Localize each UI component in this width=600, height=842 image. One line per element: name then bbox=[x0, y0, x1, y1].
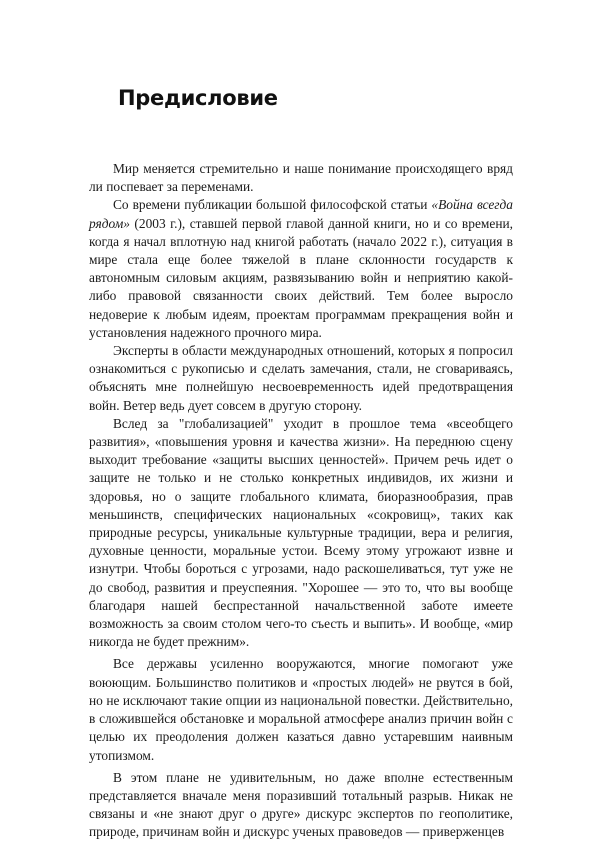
paragraph bbox=[89, 415, 513, 652]
article-title: «Война всегда рядом» bbox=[89, 197, 514, 231]
paragraph-text: Со времени публикации большой философской статьи bbox=[113, 197, 432, 213]
page-heading: Предисловие bbox=[118, 86, 278, 110]
paragraph bbox=[89, 769, 513, 842]
paragraph-text: Вслед за "глобализацией" уходит в прошлое тема «всеобщего развития», «повышения уровня и качества жизни». На переднюю сцену выходит требование «защиты высших ценностей». Причем речь идет о защите не только и не столько конкретных индивидов, их жизни и здоровья, но о защите глобального климата, биоразнообразия, прав меньшинств, специфических национальных «сокровищ», таких как природные ресурсы, уникальные культурные традиции, вера и религия, духовные ценности, моральные устои. Всему этому угрожают извне и изнутри. Чтобы бороться с угрозами, надо раскошеливаться, тут уже не до свобод, развития и преуспеяния. "Хорошее — это то, что вы вообще благодаря нашей беспрестанной начальственной заботе имеете возможность за своим столом чего-то съесть и выпить». И вообще, «мир никогда не будет прежним». bbox=[89, 415, 513, 650]
paragraph bbox=[89, 160, 513, 196]
paragraph bbox=[89, 655, 513, 764]
body-text bbox=[89, 160, 513, 842]
paragraph-text: Эксперты в области международных отношений, которых я попросил ознакомиться с рукописью и сделать замечания, стали, не сговариваясь, объяснять мне полнейшую несвоевременность идей предотвращения войн. Ветер ведь дует совсем в другую сторону. bbox=[89, 343, 513, 413]
paragraph-text: В этом плане не удивительным, но даже вполне естественным представляется вначале меня поразивший тотальный разрыв. Никак не связаны и «не знают друг о друге» дискурс экспертов по геополитике, природе, причинам войн и дискурс ученых правоведов — приверженцев bbox=[89, 769, 513, 840]
paragraph-text: Все державы усиленно вооружаются, многие помогают уже воюющим. Большинство политиков и «простых людей» не рвутся в бой, но не исключают такие опции из национальной повестки. Действительно, в сложившейся обстановке и моральной атмосфере анализ причин войн с целью их преодоления должен казаться давно устаревшим наивным утопизмом. bbox=[89, 656, 513, 763]
paragraph bbox=[89, 196, 513, 342]
paragraph bbox=[89, 342, 513, 415]
paragraph-text: Мир меняется стремительно и наше понимание происходящего вряд ли поспевает за переменами. bbox=[89, 161, 513, 195]
paragraph-text: (2003 г.), ставшей первой главой данной книги, но и со времени, когда я начал вплотную над книгой работать (начало 2022 г.), ситуация в мире стала еще более тяжелой в плане склонности государств к автономным силовым акциям, развязыванию войн и неприятию какой-либо правовой связанности своих действий. Тем более выросло недоверие к любым идеям, проектам программам прекращения войн и установления надежного прочного мира. bbox=[89, 215, 513, 340]
